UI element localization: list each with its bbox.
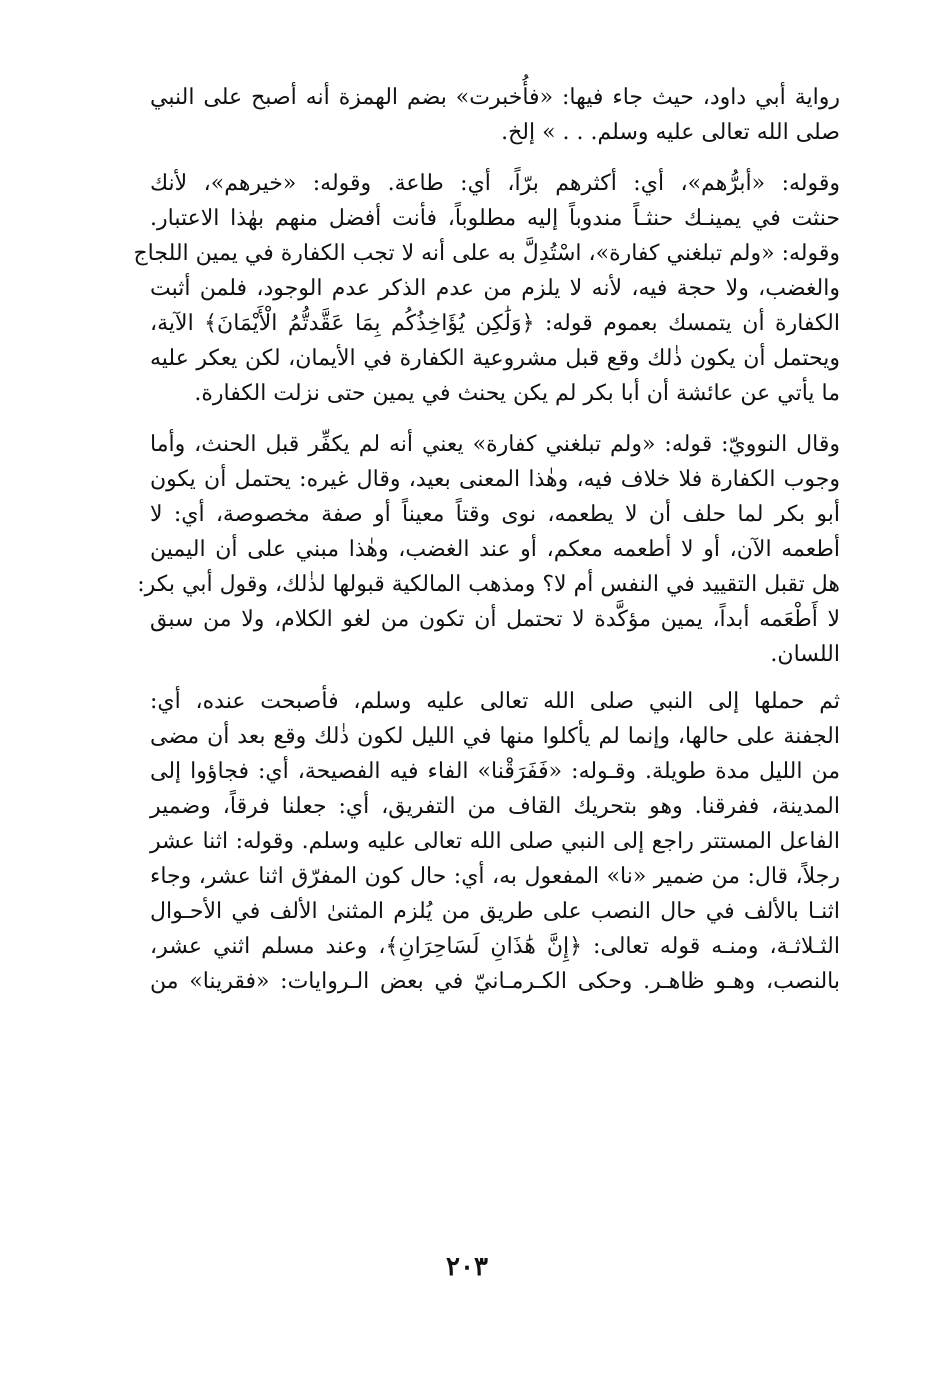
- text-line: الفاعل المستتر راجع إلى النبي صلى الله تعالى عليه وسلم. وقوله: اثنا عشر: [150, 829, 840, 854]
- text-line: الثـلاثـة، ومنـه قوله تعالى: ﴿إِنَّ هَٰذَانِ لَسَاحِرَانِ﴾، وعند مسلم اثني عشر،: [150, 934, 840, 959]
- text-line: أطعمه الآن، أو لا أطعمه معكم، أو عند الغضب، وهٰذا مبني على أن اليمين: [150, 537, 840, 562]
- text-line: ويحتمل أن يكون ذٰلك وقع قبل مشروعية الكفارة في الأيمان، لكن يعكر عليه: [150, 346, 840, 371]
- text-line: رواية أبي داود، حيث جاء فيها: «فأُخبرت» بضم الهمزة أنه أصبح على النبي: [150, 85, 840, 110]
- text-line: بالنصب، وهـو ظاهـر. وحكى الكـرمـانيّ في بعض الـروايات: «فقرينا» من: [150, 969, 840, 994]
- paragraph: [150, 684, 840, 999]
- text-line: الجفنة على حالها، وإنما لم يأكلوا منها في الليل لكون ذٰلك وقع بعد أن مضى: [150, 724, 840, 749]
- page-number: ٢٠٣: [446, 1252, 488, 1282]
- text-line: وقال النوويّ: قوله: «ولم تبلغني كفارة» يعني أنه لم يكفِّر قبل الحنث، وأما: [150, 432, 840, 457]
- text-line: رجلاً، قال: من ضمير «نا» المفعول به، أي: حال كون المفرّق اثنا عشر، وجاء: [150, 864, 840, 889]
- text-line: من الليل مدة طويلة. وقـوله: «فَفَرَقْنا» الفاء فيه الفصيحة، أي: فجاؤوا إلى: [150, 759, 840, 784]
- text-line: ما يأتي عن عائشة أن أبا بكر لم يكن يحنث في يمين حتى نزلت الكفارة.: [194, 381, 840, 406]
- text-line: اثنـا بالألف في حال النصب على طريق من يُلزم المثنىٰ الألف في الأحـوال: [150, 899, 840, 924]
- text-line: الكفارة أن يتمسك بعموم قوله: ﴿وَلَٰكِن يُؤَاخِذُكُم بِمَا عَقَّدتُّمُ الْأَيْمَانَ﴾ الآية،: [150, 311, 840, 336]
- text-line: وقوله: «أبرُّهم»، أي: أكثرهم برّاً، أي: طاعة. وقوله: «خيرهم»، لأنك: [150, 171, 840, 196]
- paragraph: [133, 166, 840, 411]
- text-line: هل تقبل التقييد في النفس أم لا؟ ومذهب المالكية قبولها لذٰلك، وقول أبي بكر:: [137, 572, 840, 597]
- page-body: [133, 80, 840, 999]
- text-line: اللسان.: [770, 642, 840, 667]
- text-line: حنثت في يمينـك حنثـاً مندوباً إليه مطلوباً، فأنت أفضل منهم بهٰذا الاعتبار.: [150, 206, 840, 231]
- paragraph: [150, 80, 840, 150]
- text-line: ثم حملها إلى النبي صلى الله تعالى عليه وسلم، فأصبحت عنده، أي:: [150, 689, 840, 714]
- text-line: أبو بكر لما حلف أن لا يطعمه، نوى وقتاً معيناً أو صفة مخصوصة، أي: لا: [150, 502, 840, 527]
- text-line: والغضب، ولا حجة فيه، لأنه لا يلزم من عدم الذكر عدم الوجود، فلمن أثبت: [150, 276, 840, 301]
- text-line: المدينة، ففرقنا. وهو بتحريك القاف من التفريق، أي: جعلنا فرقاً، وضمير: [150, 794, 840, 819]
- paragraph: [137, 427, 840, 672]
- text-line: وجوب الكفارة فلا خلاف فيه، وهٰذا المعنى بعيد، وقال غيره: يحتمل أن يكون: [150, 467, 840, 492]
- text-line: وقوله: «ولم تبلغني كفارة»، اسْتُدِلَّ به على أنه لا تجب الكفارة في يمين اللجاج: [133, 241, 840, 266]
- text-line: لا أَطْعَمه أبداً، يمين مؤكَّدة لا تحتمل أن تكون من لغو الكلام، ولا من سبق: [150, 607, 840, 632]
- text-line: صلى الله تعالى عليه وسلم. . . » إلخ.: [501, 120, 840, 145]
